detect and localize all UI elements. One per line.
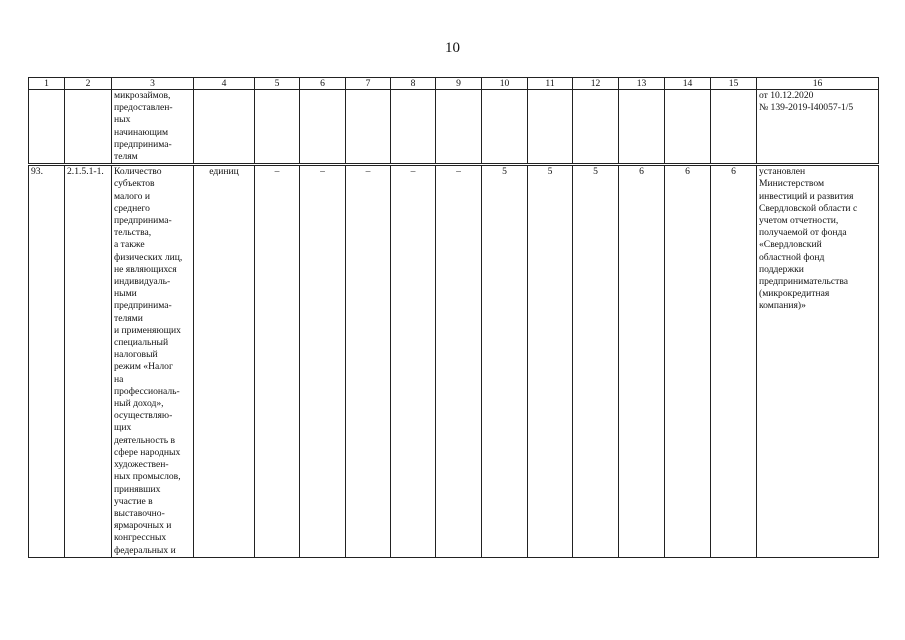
text-line: микрозаймов, [114,90,171,101]
source-continuation [757,90,879,165]
col-header-4: 4 [194,78,255,90]
text-line: участие в [114,495,153,507]
text-line: конгрессных [114,532,167,544]
text-line: налоговый [114,349,158,361]
text-line: ный доход», [114,398,164,410]
value-cell-5: – [255,165,300,558]
text-line: предоставлен- [114,102,173,114]
row-code: 2.1.5.1-1. [65,165,112,558]
text-line: индивидуаль- [114,276,171,288]
text-line: сфере народных [114,446,181,458]
cell [255,90,300,165]
text-line: ных промыслов, [114,471,181,483]
text-line: Министерством [759,178,825,190]
page-number: 10 [445,40,460,56]
cell [391,90,436,165]
col-header-6: 6 [300,78,346,90]
value-cell-10: 5 [482,165,528,558]
text-line: Свердловской области с [759,202,858,214]
indicator-name [112,165,194,558]
text-line: компания)» [759,300,806,312]
col-header-1: 1 [29,78,65,90]
text-line: предпринима- [114,215,172,227]
text-line: начинающим [114,126,169,138]
text-line: поддержки [759,263,804,275]
text-line: а также [114,239,145,251]
value-cell-12: 5 [573,165,619,558]
cell [665,90,711,165]
text-line: деятельность в [114,434,176,446]
text-line: субъектов [114,178,155,190]
col-header-2: 2 [65,78,112,90]
value-cell-15: 6 [711,165,757,558]
text-line: учетом отчетности, [759,215,839,227]
text-line: малого и [114,190,150,202]
source-cell [757,165,879,558]
text-line: ярмарочных и [114,520,172,532]
value-cell-13: 6 [619,165,665,558]
text-line: телям [114,151,138,163]
text-line: профессиональ- [114,385,180,397]
col-header-13: 13 [619,78,665,90]
cell [482,90,528,165]
value-cell-14: 6 [665,165,711,558]
unit-cell: единиц [194,165,255,558]
col-header-14: 14 [665,78,711,90]
text-line: предпринима- [114,300,172,312]
col-header-9: 9 [436,78,482,90]
indicators-table [28,77,879,558]
col-header-8: 8 [391,78,436,90]
text-line: ными [114,288,137,300]
cell [528,90,573,165]
col-header-11: 11 [528,78,573,90]
cell [65,90,112,165]
text-line: областной фонд [759,251,825,263]
text-line: получаемой от фонда [759,227,847,239]
col-header-15: 15 [711,78,757,90]
value-cell-11: 5 [528,165,573,558]
text-line: установлен [759,166,806,178]
text-line: физических лиц, [114,251,183,263]
text-line: режим «Налог [114,361,173,373]
text-line: Количество [114,166,162,178]
text-line: от 10.12.2020 [759,90,814,101]
col-header-3: 3 [112,78,194,90]
value-cell-9: – [436,165,482,558]
text-line: № 139-2019-I40057-1/5 [759,102,854,114]
text-line: и применяющих [114,324,181,336]
text-line: «Свердловский [759,239,822,251]
col-header-5: 5 [255,78,300,90]
header-row [29,78,879,90]
cell [573,90,619,165]
table-row-93 [29,165,879,558]
cell [300,90,346,165]
cell [29,90,65,165]
col-header-7: 7 [346,78,391,90]
table-row-continuation [29,90,879,165]
cell [346,90,391,165]
text-line: среднего [114,202,150,214]
text-line: на [114,373,124,385]
text-line: ных [114,114,131,126]
cell [711,90,757,165]
cell [436,90,482,165]
value-cell-6: – [300,165,346,558]
col-header-10: 10 [482,78,528,90]
text-line: предпринимательства [759,276,849,288]
cell [194,90,255,165]
value-cell-8: – [391,165,436,558]
text-line: специальный [114,337,169,349]
cell [619,90,665,165]
text-line: щих [114,422,132,434]
text-line: (микрокредитная [759,288,830,300]
value-cell-7: – [346,165,391,558]
text-line: инвестиций и развития [759,190,854,202]
text-line: не являющихся [114,263,177,275]
text-line: федеральных и [114,544,176,556]
col-header-16: 16 [757,78,879,90]
col-header-12: 12 [573,78,619,90]
text-line: тельства, [114,227,152,239]
text-line: предпринима- [114,138,172,150]
text-line: осуществляю- [114,410,173,422]
text-line: принявших [114,483,161,495]
row-number: 93. [29,165,65,558]
text-line: выставочно- [114,507,165,519]
text-line: художествен- [114,459,169,471]
text-line: телями [114,312,143,324]
indicator-name-continuation [112,90,194,165]
